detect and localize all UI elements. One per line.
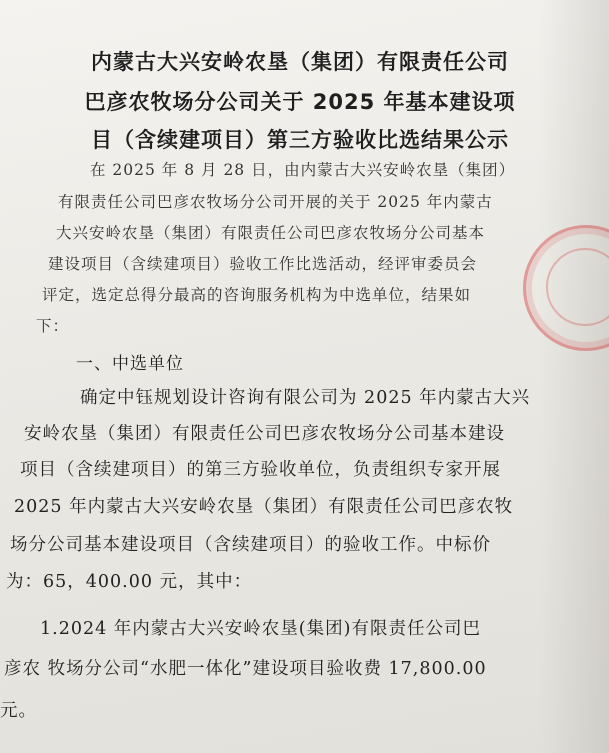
section1-line-1: 确定中钰规划设计咨询有限公司为 2025 年内蒙古大兴 — [80, 388, 531, 408]
intro-line-4: 建设项目（含续建项目）验收工作比选活动，经评审委员会 — [48, 255, 478, 273]
section-heading-selected-unit: 一、中选单位 — [76, 354, 184, 374]
intro-line-1: 在 2025 年 8 月 28 日，由内蒙古大兴安岭农垦（集团） — [90, 161, 516, 179]
section1-line-4: 2025 年内蒙古大兴安岭农垦（集团）有限责任公司巴彦农牧 — [14, 497, 514, 517]
title-line-3: 目（含续建项目）第三方验收比选结果公示 — [91, 128, 509, 152]
intro-line-3: 大兴安岭农垦（集团）有限责任公司巴彦农牧场分公司基本 — [56, 224, 486, 242]
item1-line-1: 1.2024 年内蒙古大兴安岭农垦(集团)有限责任公司巴 — [40, 619, 481, 639]
intro-line-6: 下： — [36, 317, 70, 335]
red-seal-stamp — [523, 225, 609, 351]
item1-line-2: 彦农 牧场分公司“水肥一体化”建设项目验收费 17,800.00 — [4, 659, 487, 679]
intro-line-5: 评定，选定总得分最高的咨询服务机构为中选单位，结果如 — [42, 286, 472, 304]
section1-line-3: 项目（含续建项目）的第三方验收单位，负责组织专家开展 — [20, 460, 501, 480]
section1-line-5: 场分公司基本建设项目（含续建项目）的验收工作。中标价 — [10, 535, 491, 555]
item1-line-3: 元。 — [0, 701, 37, 721]
title-line-2: 巴彦农牧场分公司关于 2025 年基本建设项 — [84, 90, 516, 114]
section1-line-2: 安岭农垦（集团）有限责任公司巴彦农牧场分公司基本建设 — [24, 424, 505, 444]
seal-inner-ring — [546, 248, 609, 326]
intro-line-2: 有限责任公司巴彦农牧场分公司开展的关于 2025 年内蒙古 — [58, 193, 493, 211]
section1-line-6: 为：65，400.00 元，其中： — [6, 572, 253, 592]
title-line-1: 内蒙古大兴安岭农垦（集团）有限责任公司 — [91, 50, 509, 74]
